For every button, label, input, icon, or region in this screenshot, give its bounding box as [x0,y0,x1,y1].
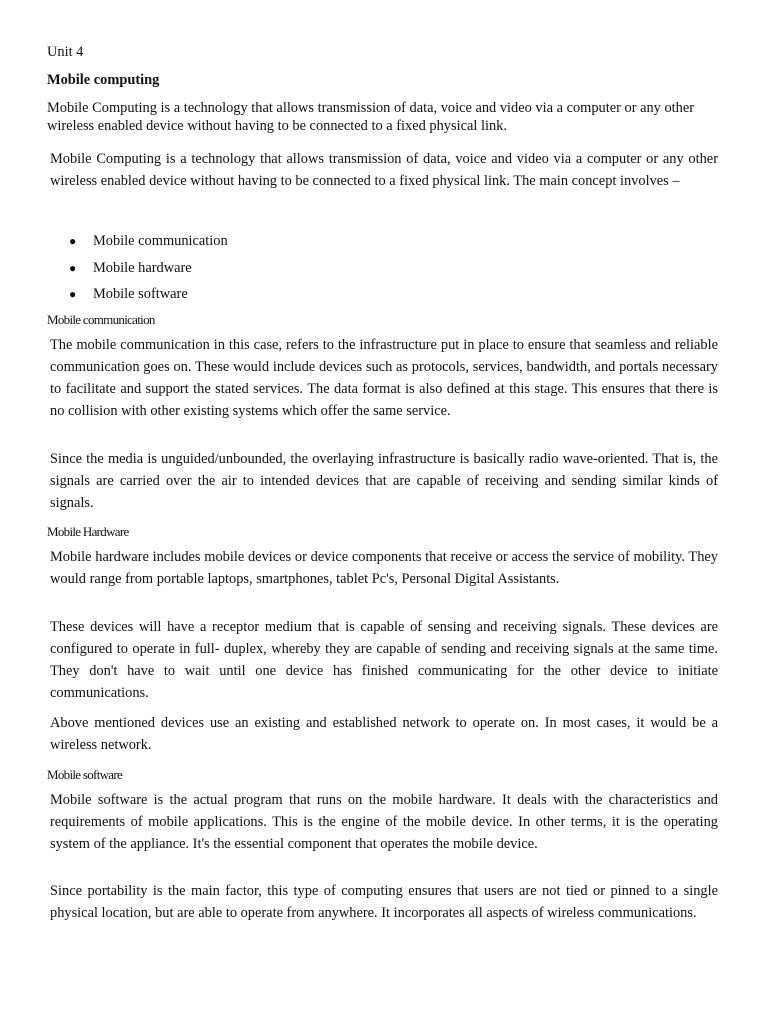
list-item: ● Mobile hardware [69,259,192,276]
communication-paragraph-1: The mobile communication in this case, refers to the infrastructure put in place to ensure that seamless and reliable communication goes on. These would include devices such as protocols, services, bandwidth, and portals necessary to facilitate and support the stated services. The data format is also defined at this stage. This ensures that there is no collision with other existing systems which offer the same service. [50,337,718,419]
concept-list [50,232,228,312]
software-paragraph-2: Since portability is the main factor, this type of computing ensures that users are not tied or pinned to a single physical location, but are able to operate from anywhere. It incorporates all aspects of wireless communications. [50,883,718,921]
bullet-icon: ● [69,260,77,275]
bullet-icon: ● [69,287,77,301]
communication-paragraph-2: Since the media is unguided/unbounded, the overlaying infrastructure is basically radio wave-oriented. That is, the signals are carried over the air to intended devices that are capable of receiving and sending similar kinds of signals. [50,451,718,511]
intro-long-paragraph: Mobile Computing is a technology that allows transmission of data, voice and video via a computer or any other wireless enabled device without having to be connected to a fixed physical link. The main concept involves – [50,151,718,189]
intro-short-paragraph: Mobile Computing is a technology that allows transmission of data, voice and video via a computer or any other wireless enabled device without having to be connected to a fixed physical link. [47,100,695,134]
software-paragraph-1: Mobile software is the actual program that runs on the mobile hardware. It deals with the characteristics and requirements of mobile applications. This is the engine of the mobile device. In other terms, it is the operating system of the appliance. It's the essential component that operates the mobile device. [50,792,718,852]
bullet-icon: ● [69,234,77,248]
hardware-paragraph-3: Above mentioned devices use an existing and established network to operate on. In most cases, it would be a wireless network. [50,715,718,753]
list-item: ● Mobile communication [69,233,228,249]
hardware-paragraph-1: Mobile hardware includes mobile devices or device components that receive or access the service of mobility. They would range from portable laptops, smartphones, tablet Pc's, Personal Digital Assistants. [50,549,718,587]
list-item: ● Mobile software [69,286,188,302]
unit-label: Unit 4 [47,44,84,60]
section-heading-hardware: Mobile Hardware [47,524,129,539]
section-heading-software: Mobile software [47,767,123,782]
section-heading-communication: Mobile communication [47,312,155,327]
page-title: Mobile computing [47,72,160,88]
hardware-paragraph-2: These devices will have a receptor medium that is capable of sensing and receiving signals. These devices are configured to operate in full- duplex, whereby they are capable of sending and receiving signals at the same time. They don't have to wait until one device has finished communicating for the other device to initiate communications. [50,619,718,701]
